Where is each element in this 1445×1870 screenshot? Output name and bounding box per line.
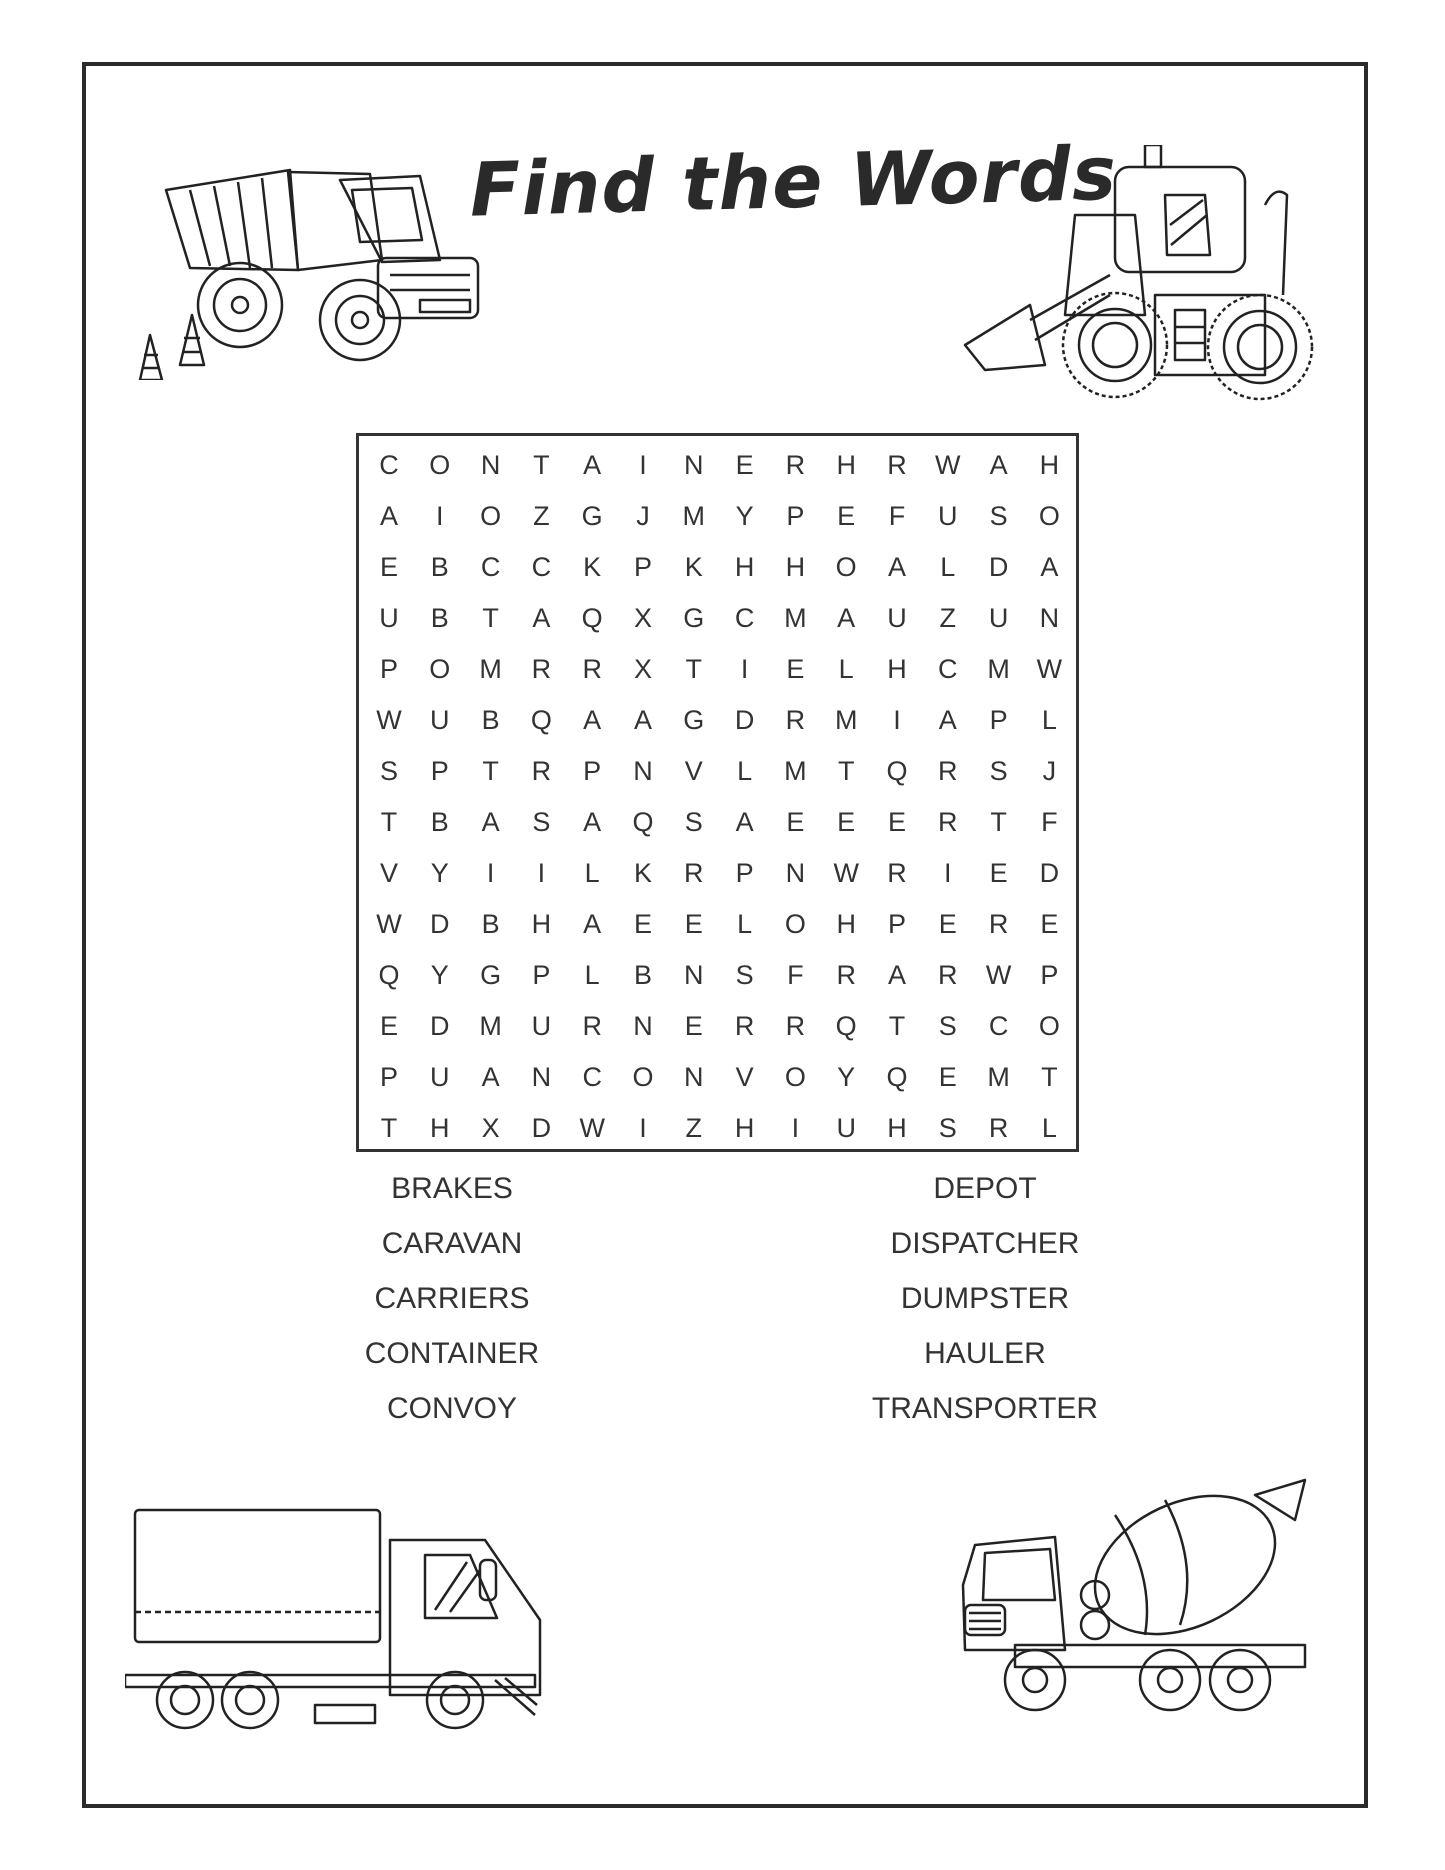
grid-cell: O — [480, 501, 502, 531]
grid-cell: R — [785, 450, 806, 480]
grid-cell: Z — [533, 501, 550, 531]
grid-cell: R — [938, 756, 958, 786]
grid-cell: Q — [530, 705, 552, 735]
grid-cell: O — [784, 909, 806, 939]
grid-cell: R — [582, 1011, 602, 1041]
cargo-truck-icon — [125, 1500, 545, 1730]
grid-cell: U — [988, 603, 1009, 633]
grid-cell: A — [633, 705, 652, 735]
grid-cell: Q — [886, 1062, 908, 1092]
grid-cell: L — [838, 654, 854, 684]
grid-cell: Q — [835, 1011, 857, 1041]
grid-cell: A — [1040, 552, 1059, 582]
grid-cell: H — [430, 1113, 450, 1143]
grid-cell: E — [989, 858, 1008, 888]
grid-cell: M — [682, 501, 706, 531]
grid-cell: I — [893, 705, 901, 735]
grid-cell: E — [379, 1011, 398, 1041]
grid-cell: O — [429, 654, 451, 684]
grid-cell: Q — [632, 807, 654, 837]
grid-cell: R — [531, 756, 552, 786]
word-list-item: DEPOT — [933, 1172, 1037, 1205]
grid-cell: S — [379, 756, 398, 786]
grid-cell: H — [836, 909, 856, 939]
grid-cell: R — [988, 1113, 1009, 1143]
grid-cell: E — [938, 1062, 957, 1092]
grid-cell: U — [430, 705, 450, 735]
grid-cell: I — [639, 450, 647, 480]
grid-cell: E — [633, 909, 652, 939]
grid-cell: Y — [735, 501, 754, 531]
grid-cell: W — [985, 960, 1012, 990]
grid-cell: H — [887, 1113, 907, 1143]
grid-cell: D — [430, 1011, 450, 1041]
grid-cell: D — [430, 909, 450, 939]
grid-cell: D — [988, 552, 1009, 582]
grid-cell: G — [683, 705, 705, 735]
grid-cell: S — [938, 1113, 957, 1143]
grid-cell: Q — [581, 603, 603, 633]
grid-cell: E — [379, 552, 398, 582]
grid-cell: T — [1041, 1062, 1058, 1092]
grid-cell: D — [734, 705, 755, 735]
grid-cell: M — [479, 654, 502, 684]
grid-cell: M — [784, 756, 807, 786]
grid-cell: E — [887, 807, 906, 837]
grid-cell: P — [1040, 960, 1059, 990]
grid-cell: R — [938, 960, 958, 990]
grid-cell: U — [938, 501, 958, 531]
word-search-grid — [356, 433, 1079, 1152]
word-list-item: DISPATCHER — [890, 1227, 1080, 1260]
grid-cell: T — [482, 603, 499, 633]
grid-cell: R — [887, 450, 907, 480]
grid-cell: S — [532, 807, 551, 837]
grid-cell: O — [632, 1062, 654, 1092]
grid-cell: E — [684, 909, 703, 939]
grid-cell: G — [581, 501, 603, 531]
grid-cell: E — [735, 450, 754, 480]
grid-cell: S — [735, 960, 754, 990]
grid-cell: A — [887, 960, 906, 990]
grid-cell: R — [836, 960, 856, 990]
grid-cell: K — [633, 858, 652, 888]
grid-cell: L — [940, 552, 956, 582]
word-list-item: BRAKES — [391, 1172, 513, 1205]
grid-cell: Q — [886, 756, 908, 786]
grid-cell: F — [888, 501, 906, 531]
grid-cell: P — [989, 705, 1008, 735]
grid-cell: E — [837, 807, 856, 837]
grid-cell: E — [786, 807, 805, 837]
grid-cell: H — [1039, 450, 1060, 480]
grid-cell: L — [1041, 705, 1057, 735]
word-list-item: CARRIERS — [374, 1282, 530, 1315]
grid-cell: Y — [430, 960, 449, 990]
grid-cell: A — [837, 603, 856, 633]
grid-cell: T — [380, 807, 398, 837]
grid-cell: O — [1038, 501, 1060, 531]
grid-cell: I — [944, 858, 952, 888]
grid-cell: E — [786, 654, 805, 684]
grid-cell: A — [989, 450, 1008, 480]
grid-cell: A — [583, 705, 602, 735]
page-title: Find the Words — [468, 130, 1118, 234]
grid-cell: A — [735, 807, 754, 837]
grid-cell: R — [684, 858, 704, 888]
grid-cell: J — [1042, 756, 1057, 786]
grid-cell: L — [584, 858, 600, 888]
grid-cell: H — [734, 552, 755, 582]
grid-cell: U — [836, 1113, 856, 1143]
grid-cell: N — [684, 960, 704, 990]
word-list-item: DUMPSTER — [900, 1282, 1070, 1315]
word-list-item: CARAVAN — [381, 1227, 523, 1260]
grid-cell: W — [1036, 654, 1063, 684]
grid-cell: A — [887, 552, 906, 582]
grid-cell: Y — [837, 1062, 856, 1092]
grid-cell: U — [887, 603, 907, 633]
grid-cell: P — [583, 756, 602, 786]
grid-cell: T — [990, 807, 1007, 837]
grid-cell: W — [376, 909, 402, 939]
word-list-item: CONVOY — [386, 1392, 518, 1425]
grid-cell: U — [379, 603, 399, 633]
grid-cell: F — [787, 960, 804, 990]
grid-cell: H — [887, 654, 907, 684]
grid-cell: W — [579, 1113, 605, 1143]
grid-cell: A — [481, 1062, 500, 1092]
grid-cell: N — [633, 1011, 653, 1041]
grid-cell: B — [430, 603, 449, 633]
grid-cell: K — [684, 552, 703, 582]
grid-cell: X — [633, 603, 652, 633]
grid-cell: A — [583, 450, 602, 480]
grid-cell: P — [735, 858, 754, 888]
grid-cell: I — [639, 1113, 647, 1143]
grid-cell: U — [531, 1011, 552, 1041]
grid-cell: R — [887, 858, 907, 888]
grid-cell: R — [988, 909, 1009, 939]
grid-cell: W — [935, 450, 961, 480]
grid-cell: O — [429, 450, 451, 480]
grid-cell: T — [685, 654, 703, 684]
grid-cell: P — [430, 756, 449, 786]
grid-cell: P — [532, 960, 551, 990]
grid-cell: Z — [939, 603, 957, 633]
grid-cell: Y — [430, 858, 449, 888]
grid-cell: C — [379, 450, 399, 480]
grid-cell: C — [938, 654, 958, 684]
grid-cell: X — [633, 654, 652, 684]
grid-cell: Q — [378, 960, 400, 990]
grid-cell: O — [1038, 1011, 1060, 1041]
grid-cell: T — [533, 450, 550, 480]
grid-cell: U — [430, 1062, 450, 1092]
grid-cell: I — [436, 501, 444, 531]
grid-cell: I — [486, 858, 495, 888]
grid-cell: V — [735, 1062, 754, 1092]
grid-cell: A — [583, 807, 602, 837]
grid-cell: S — [684, 807, 703, 837]
grid-cell: N — [684, 450, 704, 480]
grid-cell: K — [583, 552, 602, 582]
grid-cell: T — [380, 1113, 398, 1143]
grid-cell: N — [785, 858, 806, 888]
grid-cell: D — [531, 1113, 552, 1143]
grid-cell: P — [887, 909, 906, 939]
grid-cell: H — [836, 450, 856, 480]
grid-cell: W — [376, 705, 402, 735]
grid-cell: P — [379, 654, 398, 684]
grid-cell: P — [379, 1062, 398, 1092]
grid-cell: B — [633, 960, 652, 990]
grid-cell: R — [734, 1011, 755, 1041]
grid-cell: X — [481, 1113, 500, 1143]
grid-cell: R — [531, 654, 552, 684]
grid-cell: R — [938, 807, 958, 837]
grid-cell: H — [531, 909, 552, 939]
grid-cell: C — [480, 552, 501, 582]
grid-cell: M — [479, 1011, 502, 1041]
grid-cell: A — [481, 807, 500, 837]
grid-cell: B — [430, 552, 449, 582]
grid-cell: L — [584, 960, 600, 990]
grid-cell: G — [480, 960, 502, 990]
grid-cell: D — [1039, 858, 1060, 888]
word-list-item: HAULER — [924, 1337, 1046, 1370]
grid-cell: W — [833, 858, 859, 888]
grid-cell: R — [785, 1011, 806, 1041]
grid-cell: I — [791, 1113, 800, 1143]
grid-cell: M — [987, 654, 1010, 684]
grid-cell: L — [737, 756, 753, 786]
grid-cell: S — [989, 501, 1008, 531]
grid-cell: L — [737, 909, 753, 939]
grid-cell: A — [583, 909, 602, 939]
grid-cell: T — [482, 756, 499, 786]
grid-cell: S — [938, 1011, 957, 1041]
grid-cell: C — [531, 552, 552, 582]
grid-cell: L — [1041, 1113, 1057, 1143]
grid-cell: J — [636, 501, 650, 531]
grid-cell: H — [734, 1113, 755, 1143]
grid-cell: N — [1039, 603, 1060, 633]
grid-cell: V — [684, 756, 703, 786]
grid-cell: V — [379, 858, 398, 888]
grid-cell: B — [481, 909, 500, 939]
grid-cell: G — [683, 603, 705, 633]
grid-cell: C — [734, 603, 755, 633]
word-list-item: TRANSPORTER — [871, 1392, 1099, 1425]
grid-cell: C — [988, 1011, 1009, 1041]
grid-cell: N — [531, 1062, 552, 1092]
grid-cell: R — [582, 654, 602, 684]
grid-cell: S — [989, 756, 1008, 786]
grid-cell: B — [430, 807, 449, 837]
grid-cell: E — [938, 909, 957, 939]
grid-cell: M — [784, 603, 807, 633]
word-list-item: CONTAINER — [364, 1337, 540, 1370]
grid-cell: P — [633, 552, 652, 582]
grid-cell: H — [785, 552, 806, 582]
wheel-loader-icon — [935, 145, 1335, 405]
grid-cell: T — [837, 756, 855, 786]
grid-cell: A — [938, 705, 957, 735]
grid-cell: N — [684, 1062, 704, 1092]
grid-cell: M — [834, 705, 858, 735]
grid-cell: T — [888, 1011, 906, 1041]
grid-cell: E — [1040, 909, 1059, 939]
grid-cell: E — [837, 501, 856, 531]
dump-truck-icon — [120, 140, 500, 380]
grid-cell: I — [537, 858, 546, 888]
grid-cell: O — [784, 1062, 806, 1092]
grid-cell: N — [633, 756, 653, 786]
grid-cell: B — [481, 705, 500, 735]
grid-cell: E — [684, 1011, 703, 1041]
cement-mixer-icon — [955, 1475, 1320, 1715]
grid-cell: Z — [685, 1113, 703, 1143]
grid-cell: R — [785, 705, 806, 735]
grid-cell: I — [740, 654, 749, 684]
grid-cell: A — [532, 603, 551, 633]
grid-cell: C — [582, 1062, 602, 1092]
grid-cell: A — [379, 501, 398, 531]
grid-cell: F — [1041, 807, 1058, 837]
grid-cell: M — [987, 1062, 1010, 1092]
grid-cell: O — [835, 552, 857, 582]
grid-cell: N — [480, 450, 501, 480]
grid-cell: P — [786, 501, 805, 531]
